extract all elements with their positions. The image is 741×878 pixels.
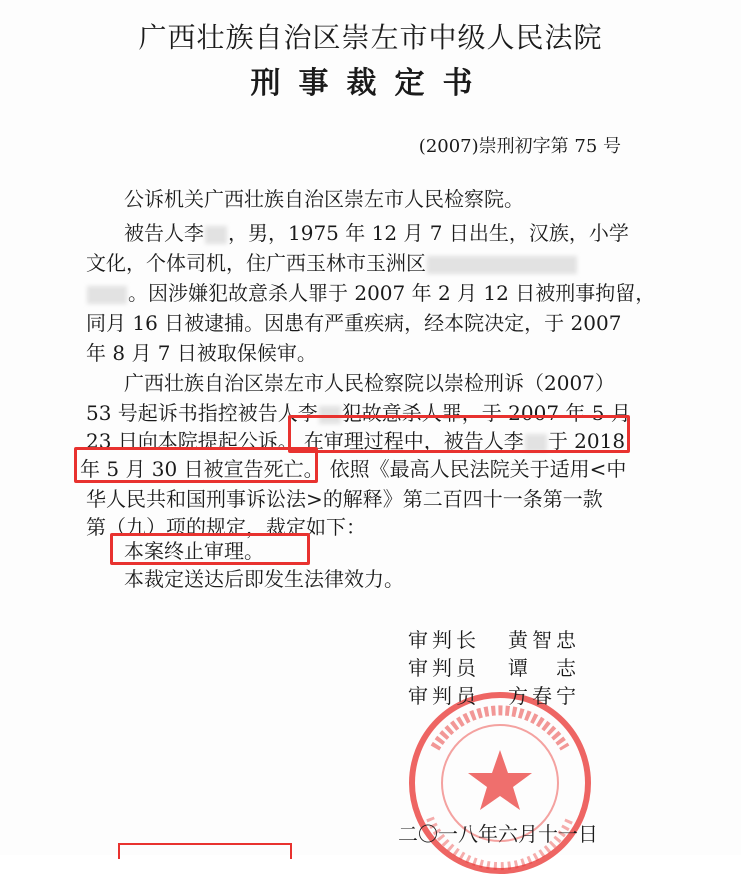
judge-row xyxy=(408,652,580,681)
judge-row xyxy=(408,624,580,653)
ruling-intro-line: 第（九）项的规定，裁定如下： xyxy=(86,515,366,539)
redacted-address-end xyxy=(87,286,127,304)
redacted-name xyxy=(525,434,547,452)
ruling-line: 本案终止审理。 xyxy=(124,539,264,563)
bail-line: 年 8 月 7 日被取保候审。 xyxy=(86,341,317,365)
court-seal-icon xyxy=(405,688,595,878)
judge-name: 黄智忠 xyxy=(508,628,580,652)
prosecution-line: 23 日向本院提起公诉。 在审理过程中，被告人李 于 2018 xyxy=(86,429,626,453)
detention-line: 。因涉嫌犯故意杀人罪于 2007 年 2 月 12 日被刑事拘留， xyxy=(86,280,655,306)
judge-name: 方春宁 xyxy=(508,684,580,708)
charge-line: 53 号起诉书指控被告人李 犯故意杀人罪，于 2007 年 5 月 xyxy=(86,401,631,425)
judge-name: 谭 志 xyxy=(508,656,580,680)
court-name: 广西壮族自治区崇左市中级人民法院 xyxy=(138,21,603,54)
judge-role: 审判长 xyxy=(408,628,480,652)
judge-role: 审判员 xyxy=(408,656,480,680)
legal-basis-line: 华人民共和国刑事诉讼法>的解释》第二百四十一条第一款 xyxy=(86,487,603,511)
defendant-line: 被告人李 ，男，1975 年 12 月 7 日出生，汉族，小学 xyxy=(124,221,629,245)
death-declaration-line: 年 5 月 30 日被宣告死亡。 依照《最高人民法院关于适用<中 xyxy=(80,457,627,481)
judge-role: 审判员 xyxy=(408,684,480,708)
indictment-line: 广西壮族自治区崇左市人民检察院以崇检刑诉（2007） xyxy=(124,371,615,395)
prosecutor-line: 公诉机关广西壮族自治区崇左市人民检察院。 xyxy=(124,187,524,211)
ruling-date: 二〇一八年六月十一日 xyxy=(398,822,598,846)
arrest-line: 同月 16 日被逮捕。因患有严重疾病，经本院决定，于 2007 xyxy=(86,311,622,335)
effect-line: 本裁定送达后即发生法律效力。 xyxy=(124,567,404,591)
bottom-stamp-fragment xyxy=(118,843,292,859)
address-line: 文化，个体司机，住广西玉林市玉洲区 xyxy=(86,250,578,276)
judge-row xyxy=(408,680,580,709)
redacted-name xyxy=(319,406,341,424)
case-number: (2007)崇刑初字第 75 号 xyxy=(418,136,621,157)
redacted-name xyxy=(205,226,227,244)
redacted-address xyxy=(427,256,577,274)
document-title: 刑事裁定书 xyxy=(250,66,491,101)
